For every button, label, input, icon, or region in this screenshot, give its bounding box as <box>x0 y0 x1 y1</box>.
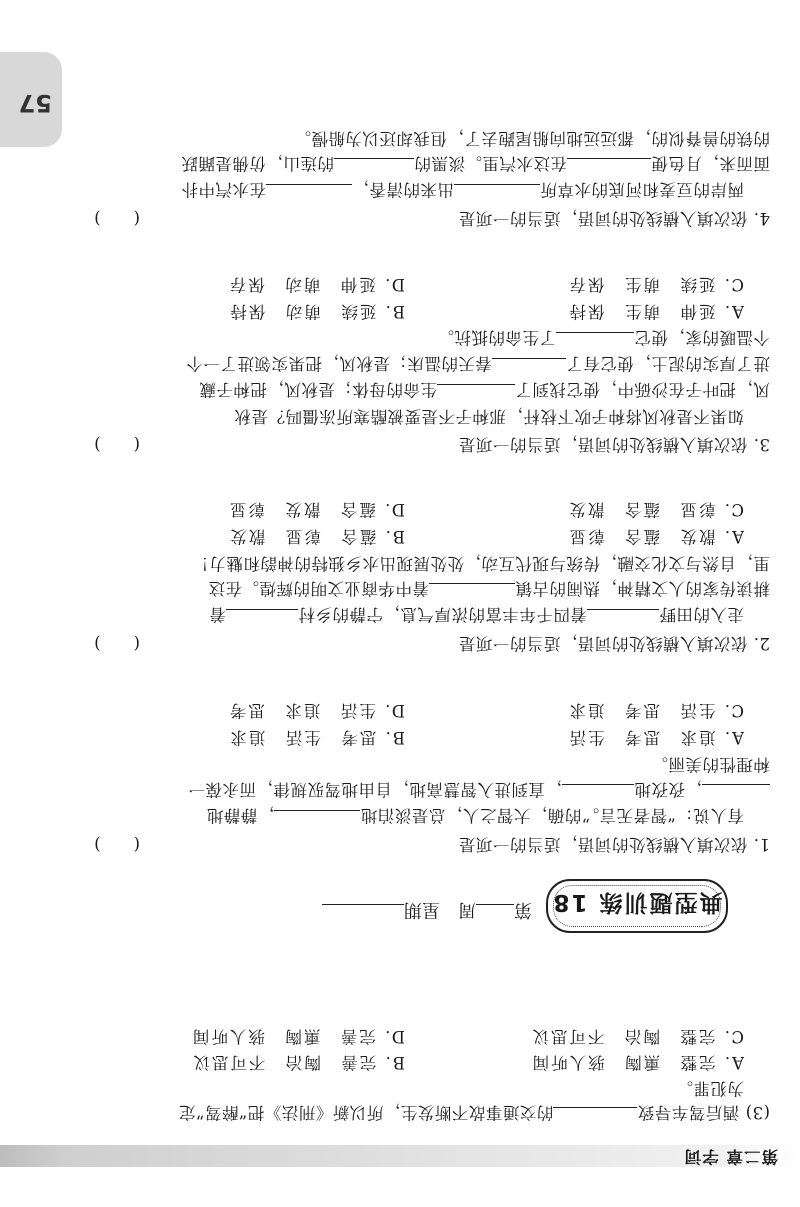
prev-option-d: D. 完善 熏陶 骇人听闻 <box>190 1027 405 1046</box>
q3-line-2: 风，把叶子在沙砾中，使它找到了生命的母体；是秋风，把种子藏 <box>199 380 770 399</box>
q2-option-d: D. 蕴含 散发 彰显 <box>227 500 405 519</box>
q3-answer-paren[interactable]: ( ) <box>94 435 140 454</box>
q4-line-2: 面而来，月色便在这水汽里。淡黑的的连山，仿佛是踊跃 <box>181 154 770 173</box>
q2-line-3: 里，自然与文化交融，传统与现代互动，处处展现出水乡独特的神韵和魅力！ <box>192 554 770 573</box>
q4-line-1: 两岸的豆麦和河底的水草所出来的清香，在水汽中扑 <box>181 180 744 199</box>
exercise-title: 典型题训练 18 <box>551 889 723 915</box>
q4-answer-paren[interactable]: ( ) <box>94 209 140 228</box>
prev-option-b: B. 完善 陶冶 不可思议 <box>191 1053 405 1072</box>
prev-option-a: A. 完整 熏陶 骇人听闻 <box>530 1053 744 1072</box>
q1-line-3: 种理性的美丽。 <box>651 755 770 774</box>
week-day-line: 第周 星期 <box>322 897 532 921</box>
prev-question-line: (3) 酒后驾车导致的交通事故不断发生，所以新《刑法》把“醉驾”定 <box>178 1103 770 1122</box>
q1-option-a: A. 追求 思考 生活 <box>567 728 744 747</box>
prev-option-c: C. 完整 陶冶 不可思议 <box>530 1027 744 1046</box>
q3-line-3: 进了厚实的泥土，使它有了春天的温床；是秋风，把果实领进了一个 <box>186 354 770 373</box>
q2-line-2: 耕读传家的人文精神，热闹的古镇着中华商业文明的辉煌。在这 <box>208 579 770 598</box>
q2-option-a: A. 散发 蕴含 彰显 <box>567 527 744 546</box>
q3-line-4: 个温暖的家，使它了生命的抵抗。 <box>437 328 770 347</box>
q3-option-a: A. 延伸 萌生 保持 <box>567 302 744 321</box>
q3-stem: 3. 依次填入横线处的词语，适当的一项是 <box>458 435 770 454</box>
q2-option-c: C. 彰显 蕴含 散发 <box>567 500 744 519</box>
q1-line-1: 有人说：“智者无言。”的确，大智之人，总是淡泊地，静静地 <box>206 806 744 825</box>
header-band <box>0 1145 800 1167</box>
q1-answer-paren[interactable]: ( ) <box>94 835 140 854</box>
q3-line-1: 如果不是秋风将种子吹下枝杆，那种子不是要被酷寒所冻僵吗？是秋 <box>234 407 744 426</box>
q3-option-d: D. 延伸 萌动 保存 <box>227 275 405 294</box>
q2-stem: 2. 依次填入横线处的词语，适当的一项是 <box>458 634 770 653</box>
q2-line-1: 走入的田野着四千年丰富的浓厚气息，宁静的乡村着 <box>209 605 744 624</box>
q4-stem: 4. 依次填入横线处的词语，适当的一项是 <box>458 209 770 228</box>
q4-line-3: 的铁的兽脊似的，都远远地向船尾跑去了，但我却还以为船慢。 <box>294 129 770 148</box>
prev-question-line-2: 为犯罪。 <box>676 1079 744 1098</box>
q1-option-b: B. 思考 生活 追求 <box>228 728 405 747</box>
exercise-title-box <box>546 879 728 933</box>
q1-option-d: D. 生活 追求 思考 <box>227 701 405 720</box>
q1-line-2: ，孜孜地，直到进入智慧高地，自由地驾驭规律，而永葆一 <box>188 778 770 801</box>
chapter-header: 第二章 字词 <box>683 1147 778 1166</box>
q3-option-c: C. 延续 萌生 保存 <box>567 275 744 294</box>
q2-option-b: B. 蕴含 彰显 散发 <box>228 527 405 546</box>
q2-answer-paren[interactable]: ( ) <box>94 634 140 653</box>
q1-option-c: C. 生活 思考 追求 <box>567 701 744 720</box>
q1-stem: 1. 依次填入横线处的词语，适当的一项是 <box>458 835 770 854</box>
q3-option-b: B. 延续 萌动 保持 <box>228 302 405 321</box>
page-number: 57 <box>18 89 52 117</box>
